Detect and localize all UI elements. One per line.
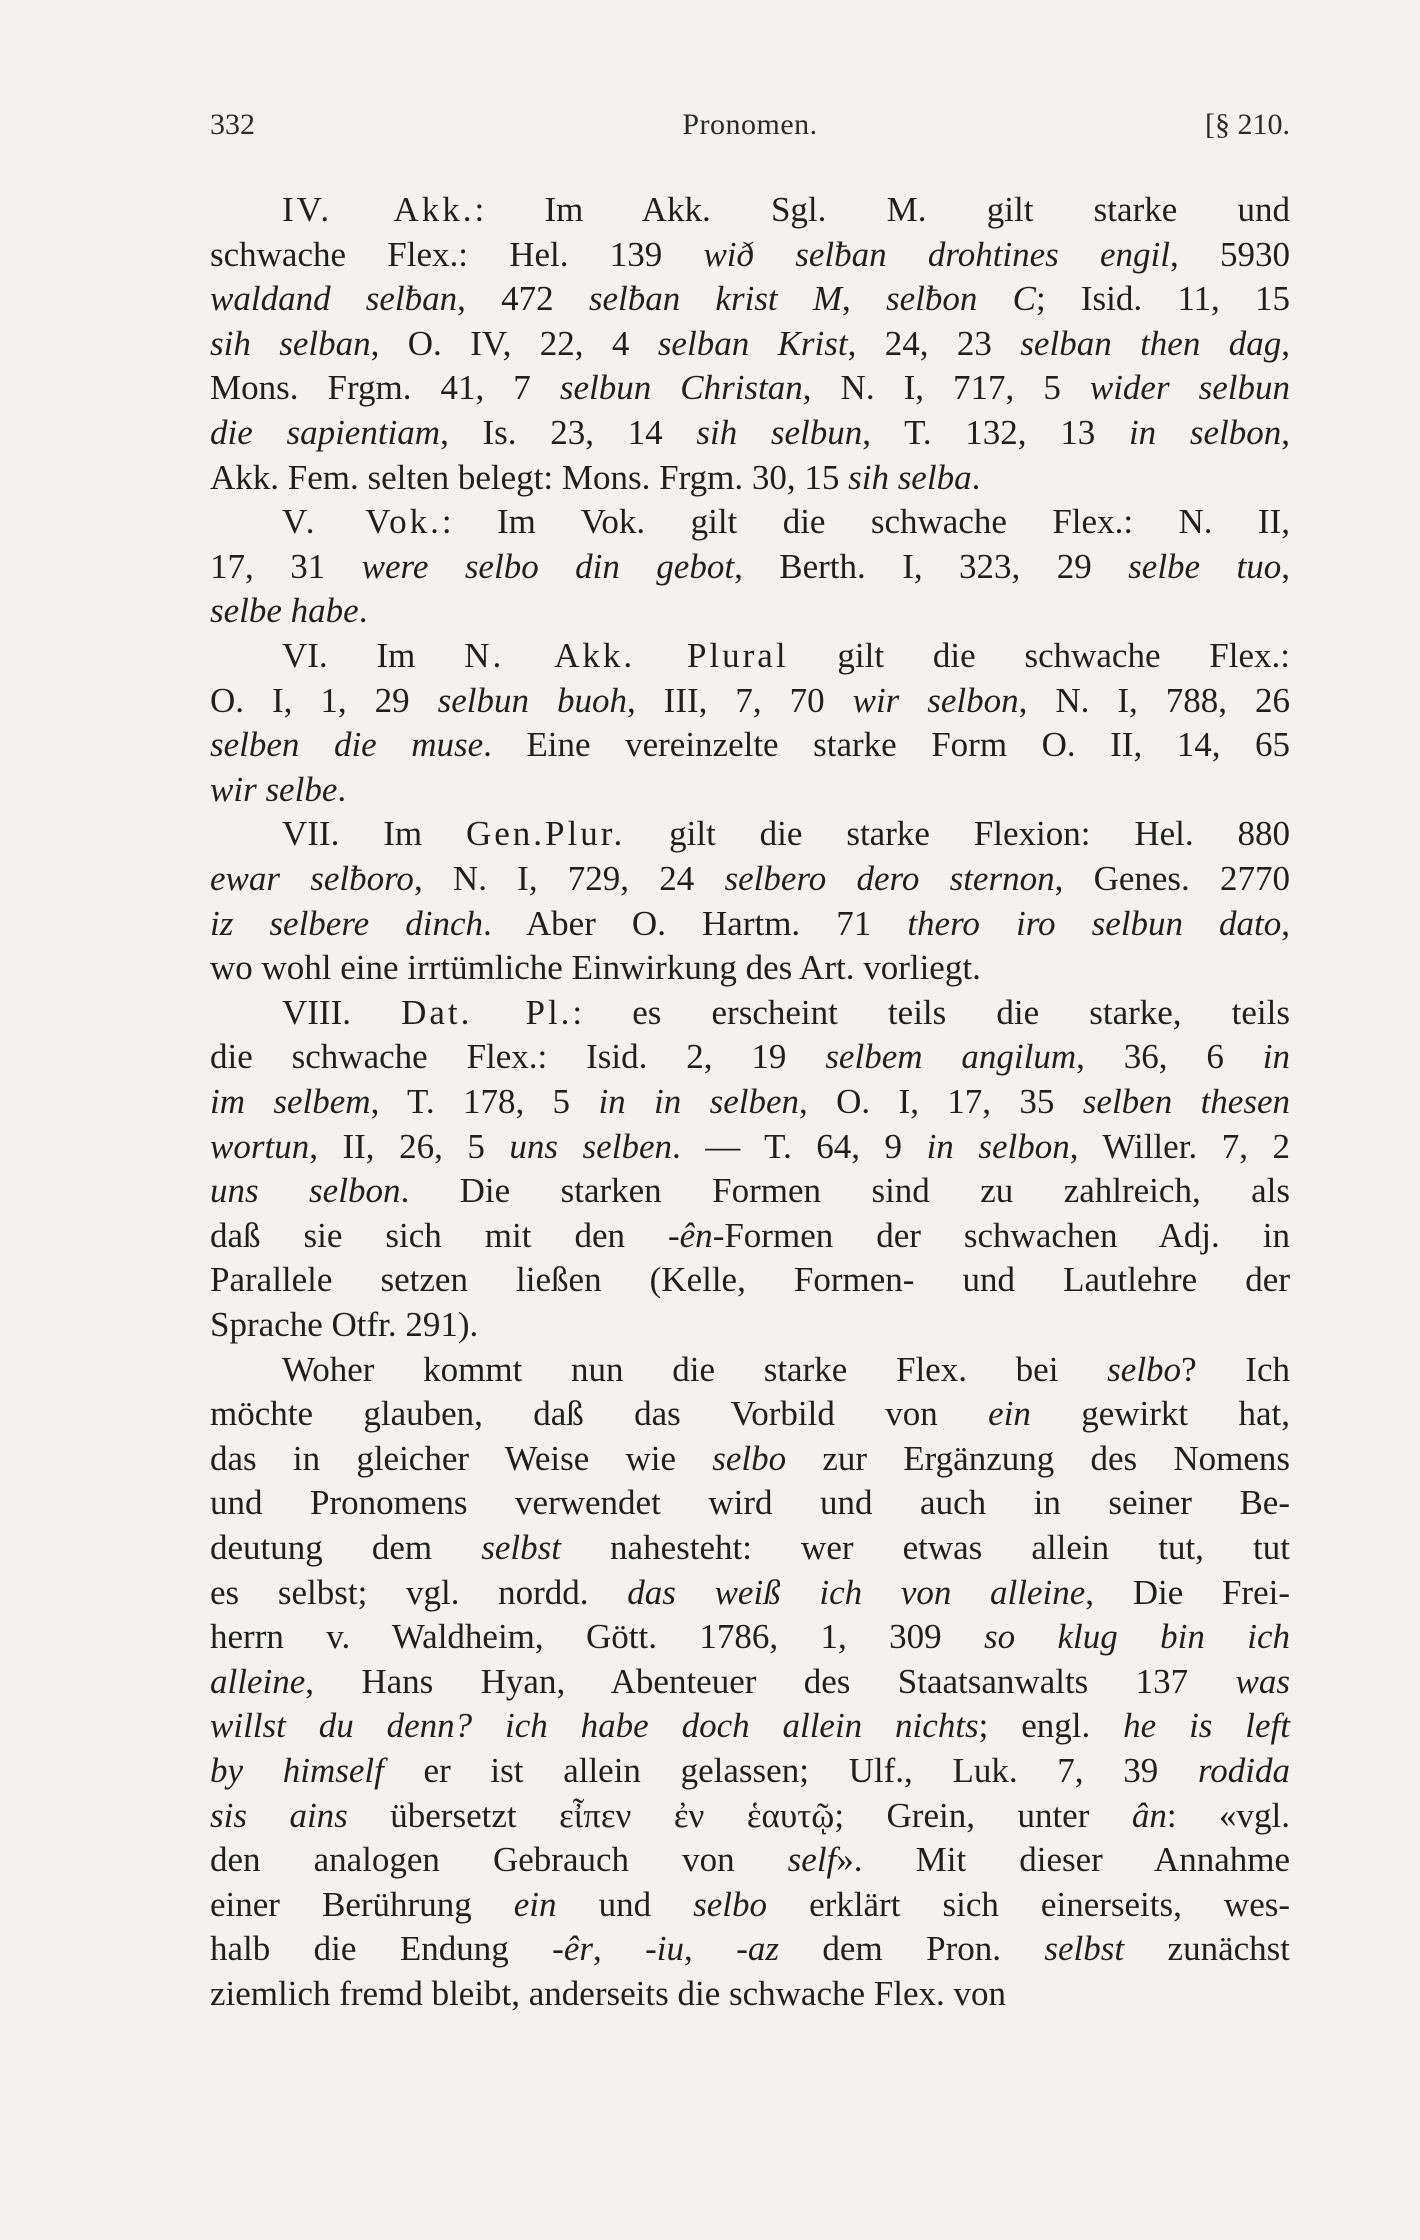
- text-line: O. I, 1, 29 selbun buoh, III, 7, 70 wir selbon, N. I, 788, 26: [210, 680, 1290, 720]
- text-line: waldand selƀan, 472 selƀan krist M, selƀon C; Isid. 11, 15: [210, 279, 1290, 319]
- text-line: das in gleicher Weise wie selbo zur Ergänzung des Nomens: [210, 1438, 1290, 1478]
- text-line: Woher kommt nun die starke Flex. bei selbo? Ich: [282, 1349, 1291, 1389]
- text-line: den analogen Gebrauch von self». Mit dieser Annahme: [210, 1840, 1291, 1880]
- text-line: Akk. Fem. selten belegt: Mons. Frgm. 30, 15 sih selba.: [210, 457, 981, 497]
- text-line: selbe habe.: [210, 591, 368, 631]
- text-line: VI. Im N. Akk. Plural gilt die schwache Flex.:: [282, 636, 1290, 675]
- text-line: alleine, Hans Hyan, Abenteuer des Staatsanwalts 137 was: [210, 1661, 1290, 1701]
- text-line: schwache Flex.: Hel. 139 wið selƀan drohtines engil, 5930: [210, 234, 1290, 274]
- text-line: wo wohl eine irrtümliche Einwirkung des Art. vorliegt.: [210, 948, 981, 988]
- text-line: V. Vok.: Im Vok. gilt die schwache Flex.: N. II,: [282, 502, 1290, 542]
- text-line: möchte glauben, daß das Vorbild von ein gewirkt hat,: [210, 1394, 1290, 1434]
- running-head: [210, 108, 1290, 148]
- text-line: VIII. Dat. Pl.: es erscheint teils die starke, teils: [282, 992, 1290, 1032]
- text-line: ziemlich fremd bleibt, anderseits die schwache Flex. von: [210, 1974, 1006, 2013]
- text-line: deutung dem selbst nahesteht: wer etwas allein tut, tut: [210, 1528, 1290, 1567]
- page-number: 332: [210, 108, 255, 141]
- text-line: Sprache Otfr. 291).: [210, 1305, 479, 1344]
- text-line: wortun, II, 26, 5 uns selben. — T. 64, 9 in selbon, Willer. 7, 2: [210, 1126, 1290, 1166]
- text-line: wir selbe.: [210, 769, 347, 809]
- text-line: es selbst; vgl. nordd. das weiß ich von alleine, Die Frei-: [210, 1572, 1291, 1612]
- text-line: daß sie sich mit den -ên-Formen der schwachen Adj. in: [210, 1215, 1290, 1255]
- text-line: ewar selƀoro, N. I, 729, 24 selbero dero sternon, Genes. 2770: [210, 859, 1291, 898]
- running-title: Pronomen.: [682, 108, 818, 141]
- text-line: Mons. Frgm. 41, 7 selbun Christan, N. I, 717, 5 wider selbun: [210, 368, 1290, 408]
- text-line: by himself er ist allein gelassen; Ulf., Luk. 7, 39 rodida: [210, 1751, 1290, 1790]
- text-line: und Pronomens verwendet wird und auch in seiner Be-: [210, 1483, 1290, 1523]
- text-line: herrn v. Waldheim, Gött. 1786, 1, 309 so klug bin ich: [210, 1617, 1290, 1657]
- text-line: die schwache Flex.: Isid. 2, 19 selbem angilum, 36, 6 in: [210, 1037, 1291, 1077]
- text-line: im selbem, T. 178, 5 in in selben, O. I, 17, 35 selben thesen: [210, 1082, 1290, 1121]
- text-line: 17, 31 were selbo din gebot, Berth. I, 323, 29 selbe tuo,: [210, 546, 1290, 586]
- text-line: halb die Endung -êr, -iu, -az dem Pron. selbst zunächst: [210, 1929, 1290, 1969]
- text-line: die sapientiam, Is. 23, 14 sih selbun, T. 132, 13 in selbon,: [210, 413, 1290, 452]
- text-line: iz selbere dinch. Aber O. Hartm. 71 thero iro selbun dato,: [210, 903, 1291, 943]
- text-line: VII. Im Gen.Plur. gilt die starke Flexion: Hel. 880: [282, 814, 1291, 854]
- text-line: sih selban, O. IV, 22, 4 selban Krist, 24, 23 selban then dag,: [210, 323, 1290, 363]
- text-line: einer Berührung ein und selbo erklärt sich einerseits, wes-: [210, 1884, 1291, 1924]
- text-line: Parallele setzen ließen (Kelle, Formen- und Lautlehre der: [210, 1260, 1290, 1300]
- text-line: IV. Akk.: Im Akk. Sgl. M. gilt starke und: [282, 190, 1291, 229]
- text-line: willst du denn? ich habe doch allein nichts; engl. he is left: [210, 1706, 1290, 1746]
- text-line: selben die muse. Eine vereinzelte starke Form O. II, 14, 65: [210, 725, 1290, 765]
- section-marker: [§ 210.: [1205, 108, 1290, 141]
- text-line: uns selbon. Die starken Formen sind zu zahlreich, als: [210, 1171, 1291, 1211]
- text-line: sis ains übersetzt εἶπεν ἐν ἑαυτῷ; Grein, unter ân: «vgl.: [210, 1795, 1291, 1835]
